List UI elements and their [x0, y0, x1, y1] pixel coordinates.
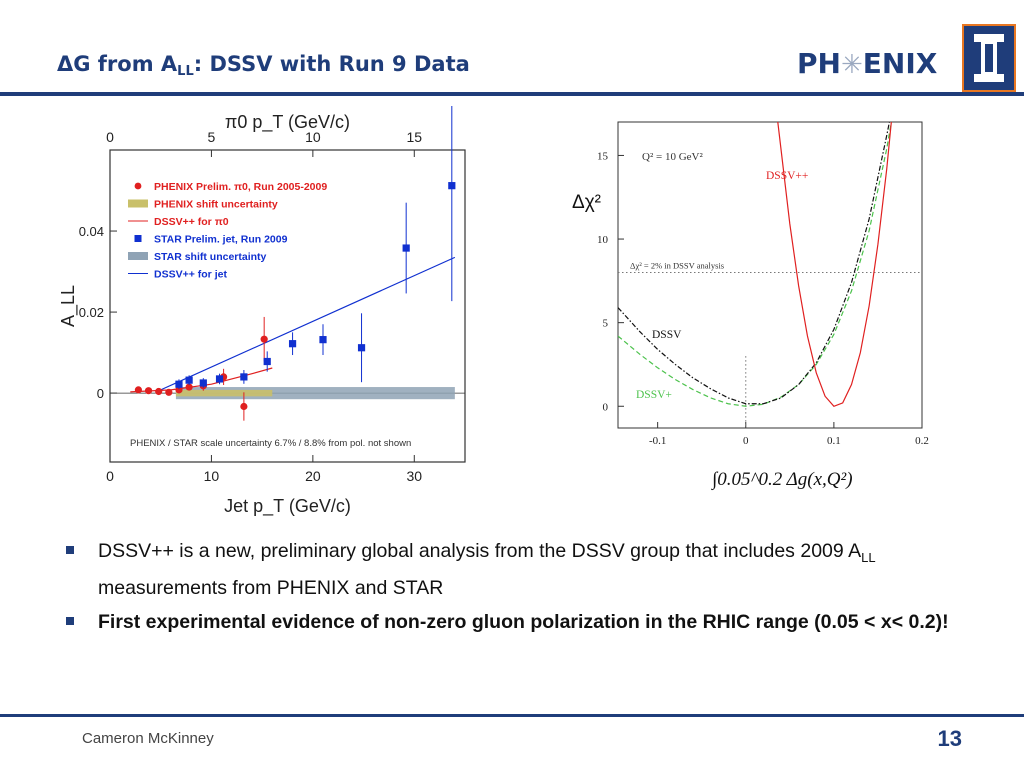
header-rule	[0, 92, 1024, 96]
y-tick-label: 0	[602, 401, 608, 414]
y-tick-label: 0.02	[78, 305, 104, 321]
star-point	[200, 379, 207, 386]
legend-entry: PHENIX Prelim. π0, Run 2005-2009	[154, 181, 328, 193]
y-axis-label: Δχ²	[572, 192, 601, 213]
star-point	[319, 336, 326, 343]
legend-phenix-marker	[135, 183, 142, 190]
legend-star-marker	[135, 235, 142, 242]
illinois-logo-icon	[962, 24, 1016, 92]
star-point	[186, 377, 193, 384]
author-name: Cameron McKinney	[82, 730, 214, 747]
legend-entry: DSSV++ for jet	[154, 268, 227, 281]
threshold-annotation: Δχ² = 2% in DSSV analysis	[630, 260, 725, 271]
x-tick-label: 0	[743, 435, 749, 447]
phenix-logo: PH✳ENIX	[797, 47, 938, 80]
phenix-point	[135, 386, 142, 393]
dssv-plus-plus-label: DSSV++	[766, 170, 809, 182]
dssv-label: DSSV	[652, 329, 682, 341]
phenix-shift-band	[176, 390, 272, 396]
x-axis-label: Jet p_T (GeV/c)	[224, 496, 351, 516]
bullet-list	[64, 536, 984, 641]
x-tick-label: -0.1	[648, 435, 667, 447]
y-tick-label: 5	[602, 317, 608, 330]
legend-entry: PHENIX shift uncertainty	[154, 198, 278, 211]
x2-tick-label: 10	[305, 129, 321, 145]
legend-entry: DSSV++ for π0	[154, 216, 229, 228]
bullet-item: First experimental evidence of non-zero gluon polarization in the RHIC range (0.05 < x< 0.2)!	[64, 607, 984, 637]
bullet-square-icon	[66, 546, 74, 554]
phenix-point	[240, 403, 247, 410]
legend-phenix-band	[128, 200, 148, 208]
bullet-square-icon	[66, 617, 74, 625]
x-tick-label: 0	[106, 468, 114, 484]
x-tick-label: 30	[406, 468, 423, 484]
legend-entry: STAR shift uncertainty	[154, 251, 267, 263]
star-point	[175, 381, 182, 388]
star-point	[448, 182, 455, 189]
star-point	[289, 340, 296, 347]
y-tick-label: 15	[597, 150, 608, 163]
legend-entry: STAR Prelim. jet, Run 2009	[154, 233, 288, 246]
phenix-star-icon: ✳	[840, 50, 863, 80]
x2-axis-label: π0 p_T (GeV/c)	[224, 112, 351, 132]
x2-tick-label: 5	[207, 129, 216, 145]
x2-tick-label: 15	[406, 129, 423, 145]
star-point	[216, 375, 223, 382]
x-axis-label: ∫0.05^0.2 Δg(x,Q²)	[712, 469, 853, 490]
x2-tick-label: 0	[106, 129, 114, 145]
q2-annotation: Q² = 10 GeV²	[642, 151, 703, 163]
x-tick-label: 0.1	[827, 435, 841, 447]
plot-frame	[618, 122, 922, 428]
y-tick-label: 10	[597, 234, 608, 247]
legend-star-band	[128, 252, 148, 260]
x-tick-label: 0.2	[915, 435, 929, 447]
star-point	[240, 373, 247, 380]
plot-frame	[110, 150, 465, 462]
slide-title: ΔG from $A_{LL}$: DSSV with Run 9 Data	[57, 52, 470, 79]
star-point	[264, 358, 271, 365]
dssv-plus-plus-curve	[777, 112, 896, 406]
y-axis-label: A_LL	[58, 284, 78, 328]
phenix-point	[155, 388, 162, 395]
footer-rule	[0, 714, 1024, 717]
star-point	[358, 344, 365, 351]
asymmetry-chart	[58, 106, 500, 526]
scale-uncertainty-note: PHENIX / STAR scale uncertainty 6.7% / 8.8% from pol. not shown	[130, 438, 412, 449]
x-tick-label: 20	[305, 468, 321, 484]
delta-chi2-chart	[570, 112, 940, 512]
page-number: 13	[937, 726, 962, 751]
bullet-item: DSSV++ is a new, preliminary global analysis from the DSSV group that includes 2009 $A_{LL}$ measurements from PHENIX and STAR	[64, 536, 984, 603]
phenix-point	[165, 389, 172, 396]
star-point	[403, 244, 410, 251]
phenix-point	[261, 336, 268, 343]
y-tick-label: 0	[96, 386, 104, 402]
y-tick-label: 0.04	[78, 224, 104, 240]
dssv-plus-label: DSSV+	[636, 389, 672, 401]
x-tick-label: 10	[203, 468, 220, 484]
phenix-point	[145, 387, 152, 394]
